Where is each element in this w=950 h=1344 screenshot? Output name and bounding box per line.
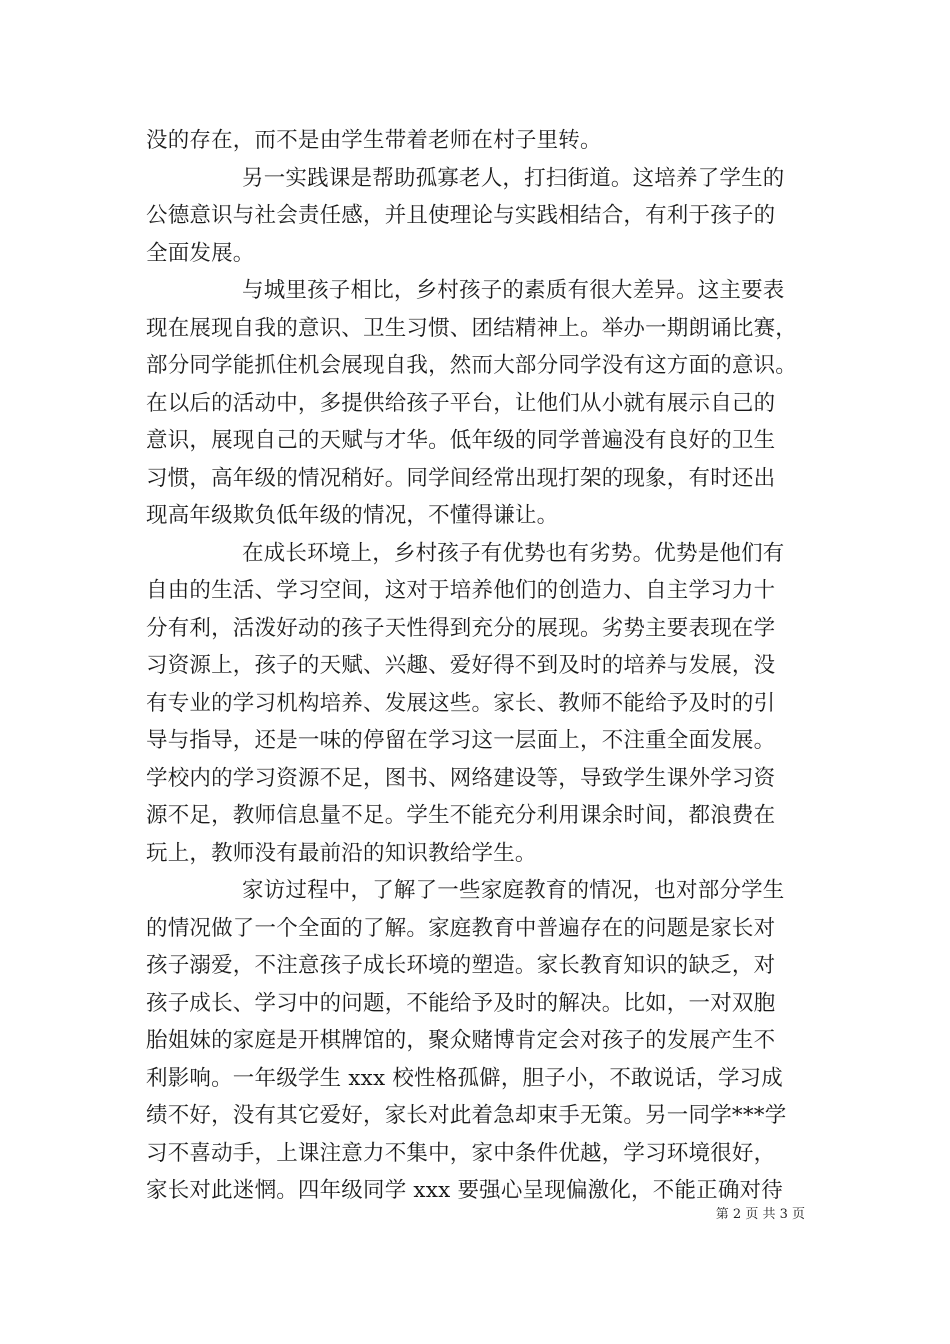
text-line: 自由的生活、学习空间，这对于培养他们的创造力、自主学习力十 (146, 578, 776, 603)
text-line: 现在展现自我的意识、卫生习惯、团结精神上。举办一期朗诵比赛， (146, 315, 798, 341)
text-line: 绩不好，没有其它爱好，家长对此着急却束手无策。另一同学***学 (146, 1103, 787, 1128)
text-line: 意识，展现自己的天赋与才华。低年级的同学普遍没有良好的卫生 (146, 428, 776, 453)
text-line: 有专业的学习机构培养、发展这些。家长、教师不能给予及时的引 (146, 690, 776, 716)
text-line: 现高年级欺负低年级的情况，不懂得谦让。 (146, 503, 559, 528)
text-line: 导与指导，还是一味的停留在学习这一层面上，不注重全面发展。 (146, 728, 776, 753)
text-line: 分有利，活泼好动的孩子天性得到充分的展现。劣势主要表现在学 (146, 615, 776, 641)
text-line: 公德意识与社会责任感，并且使理论与实践相结合，有利于孩子的 (146, 203, 776, 228)
text-line: 习资源上，孩子的天赋、兴趣、爱好得不到及时的培养与发展，没 (146, 653, 776, 678)
text-line: 玩上，教师没有最前沿的知识教给学生。 (146, 840, 537, 866)
text-line: 的情况做了一个全面的了解。家庭教育中普遍存在的问题是家长对 (146, 915, 776, 941)
text-line: 孩子成长、学习中的问题，不能给予及时的解决。比如，一对双胞 (146, 990, 776, 1016)
body-text (146, 122, 808, 1210)
text-line: 习惯，高年级的情况稍好。同学间经常出现打架的现象，有时还出 (146, 465, 776, 491)
text-line: 利影响。一年级学生 xxx 校性格孤僻，胆子小，不敢说话，学习成 (146, 1065, 783, 1091)
paragraph-start-line: 与城里孩子相比，乡村孩子的素质有很大差异。这主要表 (242, 278, 785, 303)
text-line: 家长对此迷惘。四年级同学 xxx 要强心呈现偏激化，不能正确对待 (146, 1178, 783, 1203)
paragraph-start-line: 在成长环境上，乡村孩子有优势也有劣势。优势是他们有 (242, 540, 785, 566)
paragraph-start-line: 家访过程中，了解了一些家庭教育的情况，也对部分学生 (242, 878, 785, 903)
text-line: 全面发展。 (146, 240, 255, 266)
text-line: 没的存在，而不是由学生带着老师在村子里转。 (146, 128, 602, 153)
text-line: 部分同学能抓住机会展现自我，然而大部分同学没有这方面的意识。 (146, 353, 798, 378)
text-line: 胎姐妹的家庭是开棋牌馆的，聚众赌博肯定会对孩子的发展产生不 (146, 1028, 776, 1053)
page-number: 第 2 页 共 3 页 (715, 1207, 805, 1222)
text-line: 习不喜动手，上课注意力不集中，家中条件优越，学习环境很好， (146, 1140, 776, 1166)
text-line: 在以后的活动中，多提供给孩子平台，让他们从小就有展示自己的 (146, 390, 776, 416)
paragraph-start-line: 另一实践课是帮助孤寡老人，打扫街道。这培养了学生的 (242, 165, 785, 191)
text-line: 孩子溺爱，不注意孩子成长环境的塑造。家长教育知识的缺乏，对 (146, 953, 776, 978)
text-line: 源不足，教师信息量不足。学生不能充分利用课余时间，都浪费在 (146, 803, 776, 828)
text-line: 学校内的学习资源不足，图书、网络建设等，导致学生课外学习资 (146, 765, 776, 791)
